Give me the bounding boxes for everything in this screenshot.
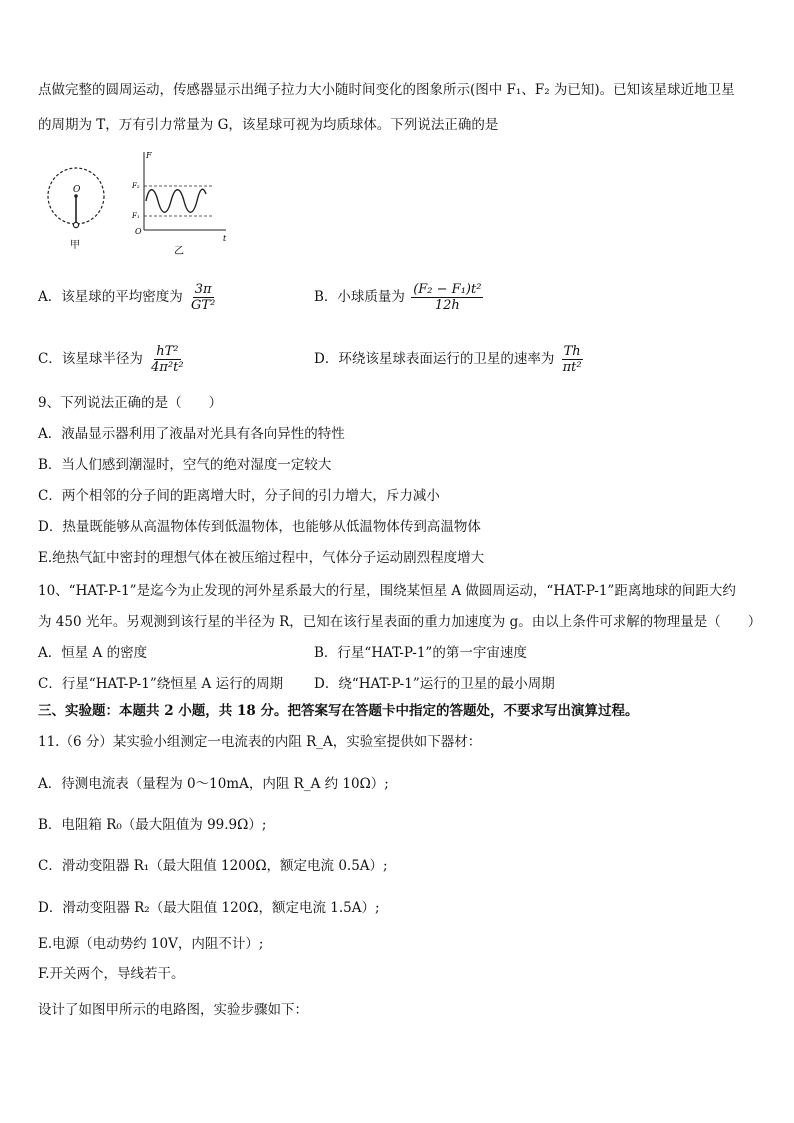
q9-option-d: D．热量既能够从高温物体传到低温物体，也能够从低温物体传到高温物体 [38, 519, 481, 535]
q8-option-b [314, 282, 485, 313]
q11-option-a: A．待测电流表（量程为 0～10mA，内阻 R_A 约 10Ω）; [38, 776, 389, 792]
q10-option-b: B．行星“HAT-P-1”的第一宇宙速度 [314, 645, 527, 661]
origin-label: O [135, 227, 142, 236]
q8-figure [40, 148, 240, 258]
q8-option-c-text: C．该星球半径为 [38, 351, 143, 367]
y-axis-label: F [146, 151, 152, 160]
q8-option-d-den: πt² [562, 360, 582, 375]
right-caption: 乙 [174, 246, 184, 257]
q8-option-d-num: Th [563, 344, 581, 359]
left-caption: 甲 [70, 240, 80, 251]
q9-option-b: B．当人们感到潮湿时，空气的绝对湿度一定较大 [38, 457, 332, 473]
q10-option-a: A．恒星 A 的密度 [38, 645, 148, 661]
q8-option-b-den: 12h [434, 298, 460, 313]
q11-option-f: F.开关两个，导线若干。 [38, 966, 185, 982]
q8-option-c [38, 344, 188, 375]
q8-option-a [38, 282, 219, 313]
q8-option-c-num: hT² [156, 344, 179, 359]
q9-option-a: A．液晶显示器利用了液晶对光具有各向异性的特性 [38, 426, 345, 442]
q8-figure-svg [40, 148, 240, 258]
q9-stem: 9、下列说法正确的是（ ） [38, 395, 223, 411]
q8-intro-line2: 的周期为 T，万有引力常量为 G，该星球可视为均质球体。下列说法正确的是 [38, 117, 499, 133]
q8-option-d-fraction [561, 344, 584, 375]
f2-label: F₂ [132, 182, 140, 190]
q8-option-c-den: 4π²t² [151, 360, 184, 375]
q11-option-c: C．滑动变阻器 R₁（最大阻值 1200Ω，额定电流 0.5A）; [38, 858, 388, 874]
q8-option-a-fraction [189, 282, 217, 313]
center-label: O [73, 185, 81, 195]
q9-option-e: E.绝热气缸中密封的理想气体在被压缩过程中，气体分子运动剧烈程度增大 [38, 550, 485, 566]
q10-stem-line1: 10、“HAT-P-1”是迄今为止发现的河外星系最大的行星，围绕某恒星 A 做圆周运动，“HAT-P-1”距离地球的间距大约 [38, 583, 736, 599]
force-curve [146, 189, 206, 212]
q8-intro-line1: 点做完整的圆周运动，传感器显示出绳子拉力大小随时间变化的图象所示(图中 F₁、F₂ 为已知)。已知该星球近地卫星 [38, 82, 735, 98]
q8-option-d [314, 344, 586, 375]
section3-heading: 三、实验题：本题共 2 小题，共 18 分。把答案写在答题卡中指定的答题处，不要求写出演算过程。 [38, 703, 639, 719]
q8-option-d-text: D．环绕该星球表面运行的卫星的速率为 [314, 351, 555, 367]
q8-option-c-fraction [149, 344, 185, 375]
q8-option-a-den: GT² [191, 298, 216, 313]
f1-label: F₁ [132, 212, 140, 220]
q9-option-c: C．两个相邻的分子间的距离增大时，分子间的引力增大，斥力减小 [38, 488, 440, 504]
q11-stem: 11.（6 分）某实验小组测定一电流表的内阻 R_A，实验室提供如下器材： [38, 734, 482, 750]
q8-option-b-num: (F₂ − F₁)t² [413, 282, 482, 297]
q8-option-b-fraction [411, 282, 483, 313]
q10-stem-line2: 为 450 光年。另观测到该行星的半径为 R，已知在该行星表面的重力加速度为 g。由以上条件可求解的物理量是（ ） [38, 614, 762, 630]
q8-option-a-text: A．该星球的平均密度为 [38, 289, 183, 305]
x-axis-label: t [223, 234, 227, 243]
ball-mark [73, 222, 78, 227]
q11-option-d: D．滑动变阻器 R₂（最大阻值 120Ω，额定电流 1.5A）; [38, 900, 380, 916]
q10-option-d: D．绕“HAT-P-1”运行的卫星的最小周期 [314, 676, 555, 692]
q8-option-b-text: B．小球质量为 [314, 289, 405, 305]
q10-option-c: C．行星“HAT-P-1”绕恒星 A 运行的周期 [38, 676, 284, 692]
q11-option-b: B．电阻箱 R₀（最大阻值为 99.9Ω）; [38, 817, 267, 833]
q8-option-a-num: 3π [194, 282, 212, 297]
q11-closing: 设计了如图甲所示的电路图，实验步骤如下： [38, 1002, 308, 1018]
q11-option-e: E.电源（电动势约 10V，内阻不计）; [38, 936, 264, 952]
